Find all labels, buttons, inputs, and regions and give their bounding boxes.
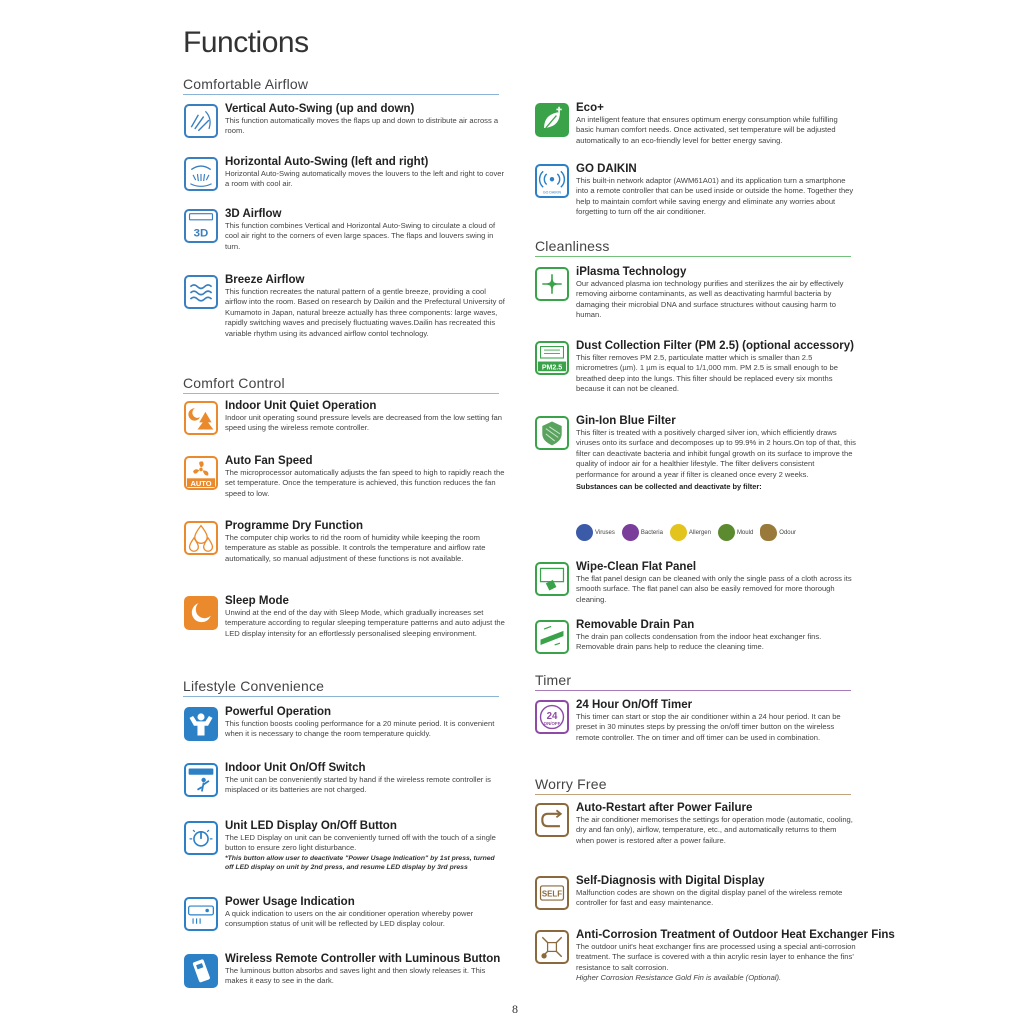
restart-arrow-icon: [535, 803, 569, 837]
feature-text: The drain pan collects condensation from the indoor heat exchanger fins. Removable drain pans help to reduce the cleaning time.: [576, 632, 822, 652]
feature-heading: GO DAIKIN: [576, 163, 637, 175]
self-icon-label: SELF: [541, 889, 563, 899]
feature-text: Unwind at the end of the day with Sleep Mode, which gradually increases set temperature according to regular sleeping temperature patterns and auto adjust the LED display intensity for an effortlessly personalised sleeping environment.: [225, 608, 505, 638]
anti-corrosion-icon: [535, 930, 569, 964]
feature-heading: Self-Diagnosis with Digital Display: [576, 875, 765, 887]
sleep-mode-icon: [184, 596, 218, 630]
3d-airflow-icon: [184, 209, 218, 243]
mould-icon: [718, 524, 735, 541]
section-comfortable-airflow: [183, 76, 499, 95]
feature-heading: Removable Drain Pan: [576, 619, 695, 631]
feature-heading: Horizontal Auto-Swing (left and right): [225, 156, 429, 168]
blue-filter-icon: [535, 416, 569, 450]
feature-text: Horizontal Auto-Swing automatically moves the louvers to the left and right to cover a room with cool air.: [225, 169, 504, 189]
powerful-icon: [184, 707, 218, 741]
feature-heading: Sleep Mode: [225, 595, 289, 607]
vertical-swing-icon: [184, 104, 218, 138]
feature-text: A quick indication to users on the air conditioner operation whereby power consumption status of unit will be reflected by LED display colour.: [225, 909, 474, 929]
timer-24-label: 24: [546, 710, 558, 722]
substances-row: [576, 524, 800, 541]
3d-icon-label: 3D: [193, 227, 209, 240]
feature-heading: Wipe-Clean Flat Panel: [576, 561, 697, 573]
horizontal-swing-icon: [184, 157, 218, 191]
feature-heading: Auto-Restart after Power Failure: [576, 802, 753, 814]
feature-text: This filter is treated with a positively charged silver ion, which efficiently draws viruses onto its surface and decomposes up to 99.9% in 2 hours.On top of that, this filter can deactivate bacteria and inhibit fungal growth on its surface to improve the quality of indoor air for a healthier lifestyle. The filter delivers consistent performance for around a year if filter is cleaned once every 2 weeks.: [576, 428, 856, 479]
page-number: 8: [512, 1002, 518, 1016]
feature-note: *This button allow user to deactivate "Power Usage Indication" by 1st press, turned off LED display on unit by 2nd press, and resume LED display by 3rd press: [225, 854, 495, 872]
feature-text: This function recreates the natural pattern of a gentle breeze, providing a cool airflow into the room. Based on research by Daikin and the Prefectural University of Kumamoto in Japan, natural breeze actually has three components: large waves, rapidly switching waves and precisely fluctuating waves.Dailin has recreated this variable rhythm using its advanced airflow contol technology.: [225, 287, 505, 338]
section-cleanliness: [535, 238, 851, 257]
substance-label: Viruses: [595, 529, 615, 536]
allergen-icon: [670, 524, 687, 541]
feature-text: The flat panel design can be cleaned with only the single pass of a cloth across its smooth surface. The flat panel can also be easily removed for more thorough cleaning.: [576, 574, 852, 604]
auto-fan-icon: [184, 456, 218, 490]
section-comfort-control: [183, 375, 499, 394]
feature-text: This function automatically moves the flaps up and down to distribute air across a room.: [225, 116, 499, 136]
feature-text: The outdoor unit's heat exchanger fins are processed using a special anti-corrosion treatment. The surface is covered with a thin acrylic resin layer to enhance the fins' resistance to salt corrosion.: [576, 942, 856, 972]
feature-text: The luminous button absorbs and saves light and then slowly releases it. This makes it easy to see in the dark.: [225, 966, 486, 986]
substances-label: Substances can be collected and deactivate by filter:: [576, 482, 762, 492]
section-timer: [535, 672, 851, 691]
feature-heading: Dust Collection Filter (PM 2.5) (optional accessory): [576, 340, 854, 352]
plasma-sparkle-icon: [535, 267, 569, 301]
feature-note: Higher Corrosion Resistance Gold Fin is available (Optional).: [576, 973, 782, 983]
pm25-icon-label: PM2.5: [541, 364, 563, 372]
quiet-operation-icon: [184, 401, 218, 435]
auto-icon-label: AUTO: [190, 478, 212, 488]
section-title: Cleanliness: [535, 238, 851, 257]
feature-text: The LED Display on unit can be conveniently turned off with the touch of a single button to ensure zero light disturbance.: [225, 833, 496, 853]
feature-text: This function boosts cooling performance for a 20 minute period. It is convenient when it is necessary to change the room temperature quickly.: [225, 719, 495, 739]
feature-heading: Wireless Remote Controller with Luminous Button: [225, 953, 501, 965]
substance-label: Mould: [736, 529, 754, 536]
feature-text: This function combines Vertical and Horizontal Auto-Swing to circulate a cloud of cool air right to the corners of even large spaces. The flaps and louvers swing in turn.: [225, 221, 496, 251]
substance-bacteria: [622, 524, 663, 541]
feature-heading: Eco+: [576, 102, 604, 114]
section-title: Comfort Control: [183, 375, 499, 394]
feature-text: The air conditioner memorises the settings for operation mode (automatic, cooling, dry and fan only), airflow, temperature, etc., and automatically returns to them when power is restored after a power failure.: [576, 815, 853, 845]
power-button-icon: [184, 821, 218, 855]
section-title: Worry Free: [535, 776, 851, 795]
feature-text: Indoor unit operating sound pressure levels are decreased from the low setting fan speed using the wireless remote controller.: [225, 413, 502, 433]
feature-heading: Power Usage Indication: [225, 896, 355, 908]
feature-text: This built-in network adaptor (AWM61A01) and its application turn a smartphone into a remote controller that can be used inside or outside the home. Together they help to maintain comfort while saving energy and eliminate any worries about forgetting to turn off the air conditioner.: [576, 176, 854, 217]
feature-text: Malfunction codes are shown on the digital display panel of the wireless remote controller for fast and easy maintenance.: [576, 888, 843, 908]
wifi-signal-icon: [535, 164, 569, 198]
substance-viruses: [576, 524, 615, 541]
section-worry-free: [535, 776, 851, 795]
self-diagnosis-icon: [535, 876, 569, 910]
power-usage-icon: [184, 897, 218, 931]
odour-icon: [760, 524, 777, 541]
timer-onoff-label: ON/OFF: [543, 720, 561, 726]
eco-leaf-icon: [535, 103, 569, 137]
feature-text: The microprocessor automatically adjusts the fan speed to high to rapidly reach the set temperature. Once the temperature is achieved, this function reduces the fan speed to low.: [225, 468, 505, 498]
section-title: Lifestyle Convenience: [183, 678, 499, 697]
section-title: Timer: [535, 672, 851, 691]
feature-text: The computer chip works to rid the room of humidity while keeping the room temperature as stable as possible. It controls the temperature and airflow rate automatically, so manual adjustment of these functions is not available.: [225, 533, 486, 563]
feature-heading: 24 Hour On/Off Timer: [576, 699, 693, 711]
feature-heading: Powerful Operation: [225, 706, 332, 718]
virus-icon: [576, 524, 593, 541]
substance-odour: [760, 524, 796, 541]
feature-text: An intelligent feature that ensures optimum energy consumption while fulfilling basic human comfort needs. Once activated, set temperature will be adjusted automatically to an eco-friendly level for better energy saving.: [576, 115, 838, 145]
feature-heading: Unit LED Display On/Off Button: [225, 820, 397, 832]
substance-allergen: [670, 524, 711, 541]
feature-heading: 3D Airflow: [225, 208, 282, 220]
remote-controller-icon: [184, 954, 218, 988]
feature-heading: Indoor Unit Quiet Operation: [225, 400, 377, 412]
feature-text: This timer can start or stop the air conditioner within a 24 hour period. It can be preset in 30 minutes steps by pressing the on/off timer button on the wireless remote controller. The on timer and off timer can be used in combination.: [576, 712, 841, 742]
substance-label: Odour: [779, 529, 796, 536]
drain-pan-icon: [535, 620, 569, 654]
substance-label: Allergen: [688, 529, 711, 536]
substance-mould: [718, 524, 753, 541]
page-title: Functions: [183, 26, 309, 59]
timer-24h-icon: [535, 700, 569, 734]
flat-panel-icon: [535, 562, 569, 596]
go-daikin-icon-label: GO DAIKIN: [542, 190, 562, 195]
pm25-filter-icon: [535, 341, 569, 375]
feature-heading: Anti-Corrosion Treatment of Outdoor Heat Exchanger Fins: [576, 929, 895, 941]
feature-heading: Gin-Ion Blue Filter: [576, 415, 676, 427]
feature-heading: Indoor Unit On/Off Switch: [225, 762, 366, 774]
bacteria-icon: [622, 524, 639, 541]
feature-heading: Auto Fan Speed: [225, 455, 313, 467]
water-drops-icon: [184, 521, 218, 555]
onoff-switch-icon: [184, 763, 218, 797]
feature-text: Our advanced plasma ion technology purifies and sterilizes the air by effectively removing airborne contaminants, as well as deactivating harmful bacteria by damaging their microbial DNA and surface structures without causing harm to human.: [576, 279, 844, 320]
feature-text: This filter removes PM 2.5, particulate matter which is smaller than 2.5 micrometres (µm). 1 µm is equal to 1/1,000 mm. PM 2.5 is small enough to be breathed deep into the lungs. This filter should be replaced every six months because it can not be cleaned.: [576, 353, 838, 394]
section-title: Comfortable Airflow: [183, 76, 499, 95]
section-lifestyle-convenience: [183, 678, 499, 697]
feature-text: The unit can be conveniently started by hand if the wireless remote controller is misplaced or its batteries are not charged.: [225, 775, 491, 795]
feature-heading: Programme Dry Function: [225, 520, 364, 532]
substance-label: Bacteria: [640, 529, 663, 536]
feature-heading: Breeze Airflow: [225, 274, 305, 286]
feature-heading: iPlasma Technology: [576, 266, 687, 278]
breeze-icon: [184, 275, 218, 309]
feature-heading: Vertical Auto-Swing (up and down): [225, 103, 415, 115]
